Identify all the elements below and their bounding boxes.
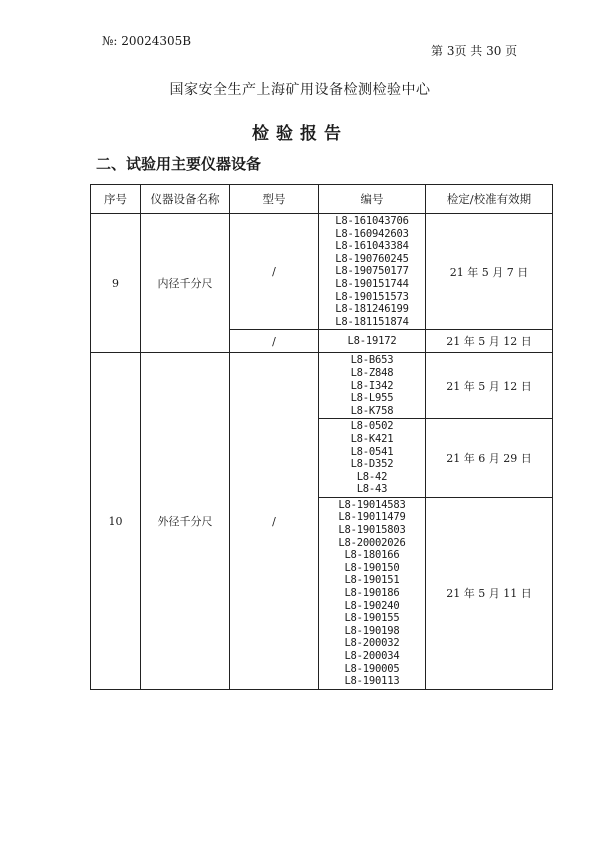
code-cell [319, 353, 426, 419]
equipment-code: L8-190150 [344, 561, 400, 574]
section-heading: 二、试验用主要仪器设备 [96, 155, 262, 173]
item-model: / [230, 353, 319, 689]
equipment-code: L8-190198 [344, 624, 400, 637]
col-header-code: 编号 [319, 185, 426, 214]
equipment-code: L8-200032 [344, 637, 400, 650]
equipment-code: L8-Z848 [350, 366, 394, 379]
col-header-no: 序号 [91, 185, 141, 214]
table-row [91, 214, 553, 330]
equipment-code: L8-161043384 [335, 240, 409, 253]
equipment-code: L8-190113 [344, 675, 400, 688]
col-header-valid: 检定/校准有效期 [426, 185, 553, 214]
equipment-code: L8-200034 [344, 650, 400, 662]
equipment-code: L8-20002026 [338, 536, 406, 549]
valid-date: 21 年 5 月 12 日 [426, 330, 553, 353]
equipment-code: L8-L955 [350, 392, 394, 405]
code-cell [319, 419, 426, 498]
equipment-code: L8-190240 [344, 599, 400, 612]
equipment-code: L8-B653 [350, 354, 394, 367]
page-indicator: 第 3页 共 30 页 [431, 44, 518, 58]
equipment-code: L8-181151874 [335, 315, 409, 328]
equipment-code: L8-190760245 [335, 252, 409, 265]
equipment-code: L8-19015803 [338, 524, 406, 537]
equipment-code: L8-42 [356, 470, 388, 483]
item-model: / [230, 330, 319, 353]
equipment-code: L8-190155 [344, 612, 400, 625]
valid-date: 21 年 5 月 7 日 [426, 214, 553, 330]
equipment-code: L8-161043706 [335, 215, 409, 227]
col-header-model: 型号 [230, 185, 319, 214]
item-name: 外径千分尺 [141, 353, 230, 689]
item-no: 9 [91, 214, 141, 353]
equipment-code: L8-190186 [344, 587, 400, 600]
equipment-code: L8-181246199 [335, 303, 409, 316]
equipment-code: L8-190005 [344, 662, 400, 675]
equipment-code: L8-19014583 [338, 498, 406, 511]
equipment-code: L8-K421 [350, 432, 394, 445]
equipment-code: L8-190750177 [335, 265, 409, 278]
equipment-code: L8-190151 [344, 574, 400, 587]
organization-name: 国家安全生产上海矿用设备检测检验中心 [169, 82, 431, 98]
table-row [91, 353, 553, 419]
report-title: 检验报告 [252, 124, 348, 144]
equipment-code: L8-19011479 [338, 511, 406, 524]
table-header-row [91, 185, 553, 214]
valid-date: 21 年 6 月 29 日 [426, 419, 553, 498]
equipment-code: L8-190151744 [335, 277, 409, 290]
report-number: №: 20024305B [102, 34, 192, 48]
valid-date: 21 年 5 月 11 日 [426, 497, 553, 689]
equipment-code: L8-43 [356, 483, 388, 496]
equipment-code: L8-180166 [344, 549, 400, 562]
valid-date: 21 年 5 月 12 日 [426, 353, 553, 419]
equipment-code: L8-0502 [350, 420, 394, 433]
item-name: 内径千分尺 [141, 214, 230, 353]
equipment-code: L8-160942603 [335, 227, 409, 240]
code-cell [319, 330, 426, 353]
item-model: / [230, 214, 319, 330]
equipment-code: L8-I342 [350, 379, 394, 392]
code-cell [319, 497, 426, 689]
equipment-code: L8-K758 [350, 404, 394, 417]
equipment-code: L8-19172 [347, 335, 397, 348]
equipment-code: L8-0541 [350, 445, 394, 458]
code-cell [319, 214, 426, 330]
item-no: 10 [91, 353, 141, 689]
equipment-code: L8-190151573 [335, 290, 409, 303]
equipment-table [90, 184, 553, 690]
equipment-code: L8-D352 [350, 458, 394, 471]
col-header-name: 仪器设备名称 [141, 185, 230, 214]
